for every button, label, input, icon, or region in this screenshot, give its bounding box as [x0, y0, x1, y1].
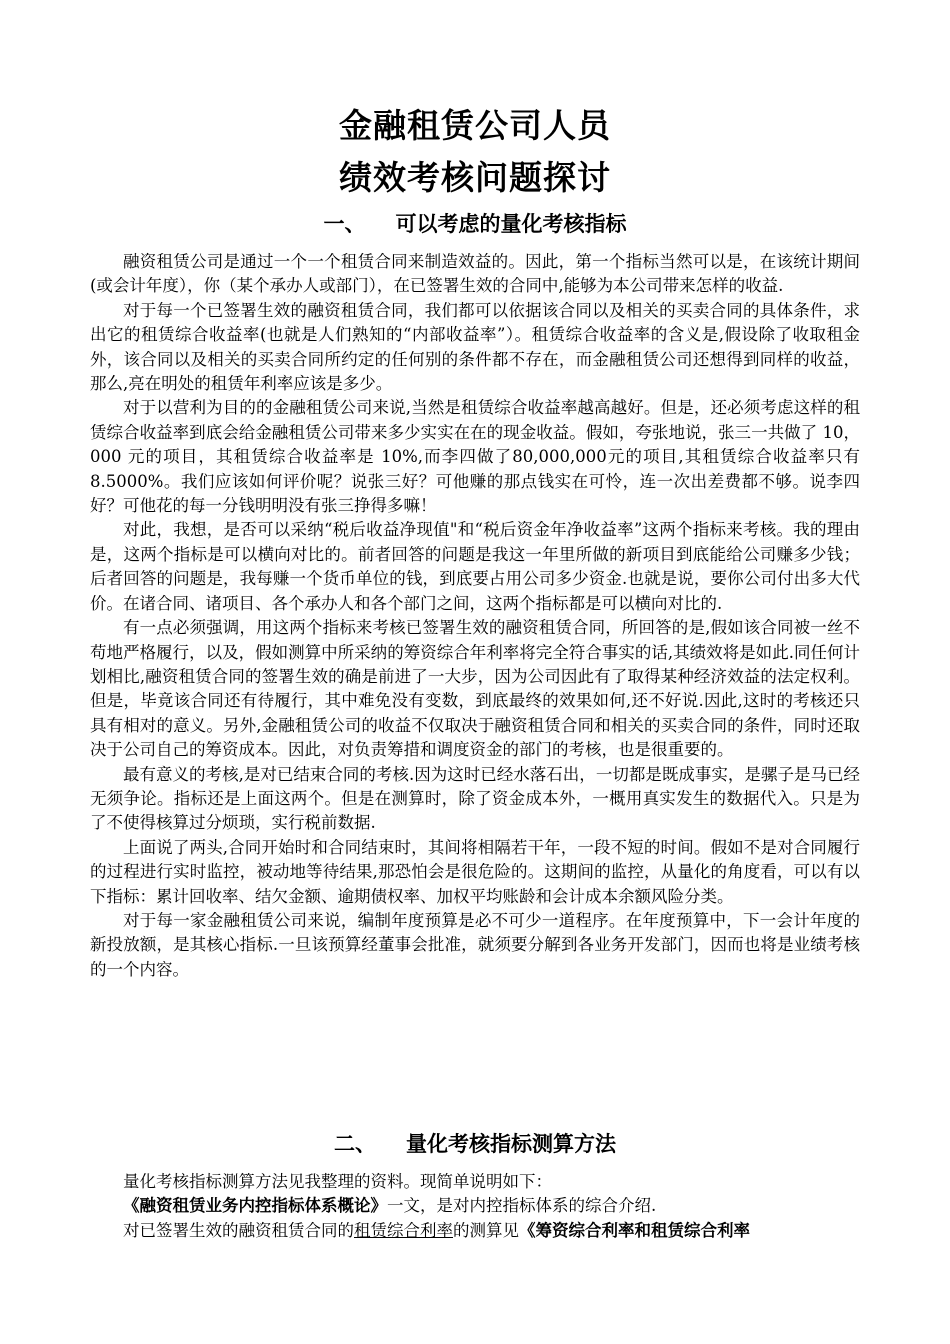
section-1-title: 可以考虑的量化考核指标 — [395, 212, 627, 236]
doc-title-reference: 《筹资综合利率和租赁综合利率 — [519, 1220, 750, 1240]
doc-title-reference: 《融资租赁业务内控指标体系概论》 — [123, 1196, 387, 1216]
section-2-title: 量化考核指标测算方法 — [406, 1132, 616, 1156]
paragraph: 上面说了两头,合同开始时和合同结束时，其间将相隔若干年，一段不短的时间。假如不是对合同履行的过程进行实时监控，被动地等待结果,那恐怕会是很危险的。这期间的监控，从量化的角度看，可以有以下指标：累计回收率、结欠金额、逾期债权率、加权平均账龄和会计成本余额风险分类。 — [90, 837, 860, 906]
paragraph-text: 一文，是对内控指标体系的综合介绍. — [387, 1196, 657, 1216]
paragraph: 对于每一家金融租赁公司来说，编制年度预算是必不可少一道程序。在年度预算中，下一会计年度的新投放额，是其核心指标.一旦该预算经董事会批准，就须要分解到各业务开发部门，因而也将是业绩考核的一个内容。 — [90, 910, 860, 979]
paragraph: 有一点必须强调，用这两个指标来考核已签署生效的融资租赁合同，所回答的是,假如该合同被一丝不苟地严格履行，以及，假如测算中所采纳的筹资综合年利率将完全符合事实的话,其绩效将是如此.同任何计划相比,融资租赁合同的签署生效的确是前进了一大步，因为公司因此有了取得某种经济效益的法定权利。但是，毕竟该合同还有待履行，其中难免没有变数，到底最终的效果如何,还不好说.因此,这时的考核还只具有相对的意义。另外,金融租赁公司的收益不仅取决于融资租赁合同和相关的买卖合同的条件，同时还取决于公司自己的筹资成本。因此，对负责筹措和调度资金的部门的考核，也是很重要的。 — [90, 618, 860, 760]
section-2-heading — [0, 1131, 950, 1157]
document-title-line-1: 金融租赁公司人员 — [339, 106, 611, 145]
paragraph: 对此，我想，是否可以采纳“税后收益净现值"和“税后资金年净收益率”这两个指标来考核。我的理由是，这两个指标是可以横向对比的。前者回答的问题是我这一年里所做的新项目到底能给公司赚多少钱；后者回答的问题是，我每赚一个货币单位的钱，到底要占用公司多少资金.也就是说，要你公司付出多大代价。在诸合同、诸项目、各个承办人和各个部门之间，这两个指标都是可以横向对比的. — [90, 520, 860, 613]
paragraph-text: 对已签署生效的融资租赁合同的 — [123, 1220, 354, 1240]
section-1-body — [90, 250, 860, 982]
paragraph: 融资租赁公司是通过一个一个租赁合同来制造效益的。因此，第一个指标当然可以是，在该统计期间(或会计年度），你（某个承办人或部门），在已签署生效的合同中,能够为本公司带来怎样的收益. — [90, 252, 860, 296]
section-1-heading — [0, 211, 950, 237]
paragraph — [90, 1219, 860, 1243]
paragraph: 对于每一个已签署生效的融资租赁合同，我们都可以依据该合同以及相关的买卖合同的具体条件，求出它的租赁综合收益率(也就是人们熟知的“内部收益率”）。租赁综合收益率的含义是,假设除了收取租金外，该合同以及相关的买卖合同所约定的任何别的条件都不存在，而金融租赁公司还想得到同样的收益，那么,亮在明处的租赁年利率应该是多少。 — [90, 300, 860, 394]
lease-rate-link[interactable]: 租赁综合利率 — [354, 1220, 453, 1240]
paragraph: 对于以营利为目的的金融租赁公司来说,当然是租赁综合收益率越高越好。但是，还必须考虑这样的租赁综合收益率到底会给金融租赁公司带来多少实实在在的现金收益。假如，夸张地说，张三一共做了 10，000 元的项目，其租赁综合收益率是 10%,而李四做了80,000,000元的项目,其租赁综合收益率只有 8.5000%。我们应该如何评价呢？说张三好？可他赚的那点钱实在可怜，连一次出差费都不够。说李四好？可他花的每一分钱明明没有张三挣得多嘛！ — [90, 398, 860, 516]
paragraph — [90, 1194, 860, 1218]
paragraph-text: 的测算见 — [453, 1220, 519, 1240]
section-2-number: 二、 — [334, 1132, 376, 1156]
section-1-number: 一、 — [323, 212, 366, 236]
paragraph: 最有意义的考核,是对已结束合同的考核.因为这时已经水落石出，一切都是既成事实，是骡子是马已经无须争论。指标还是上面这两个。但是在测算时，除了资金成本外，一概用真实发生的数据代入。只是为了不使得核算过分烦琐，实行税前数据. — [90, 764, 860, 833]
section-2-body — [90, 1170, 860, 1243]
document-title-line-2: 绩效考核问题探讨 — [339, 158, 611, 197]
paragraph: 量化考核指标测算方法见我整理的资料。现简单说明如下： — [123, 1172, 552, 1191]
